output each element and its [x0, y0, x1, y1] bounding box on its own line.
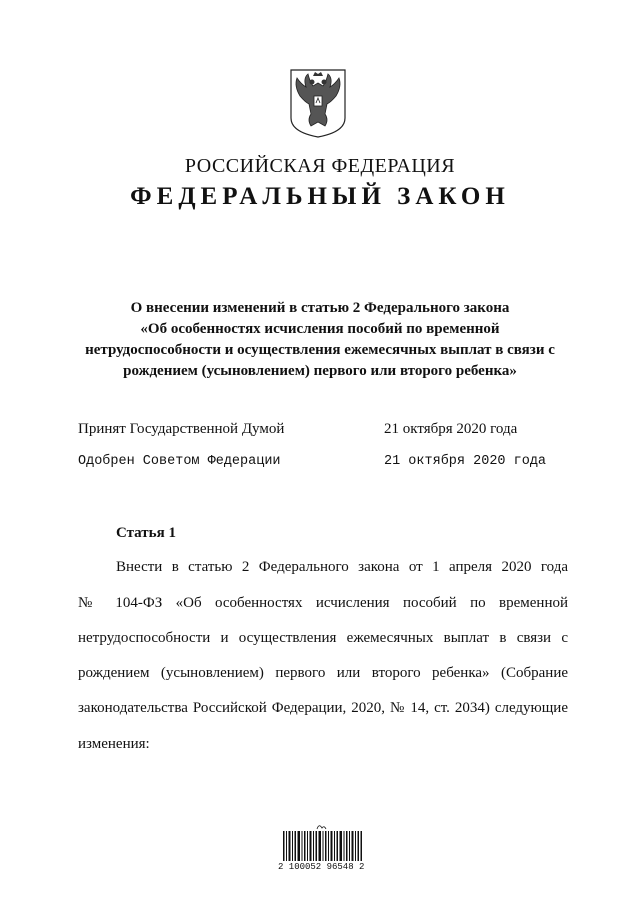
- article-line: Внести в статью 2 Федерального закона от 1 апреля 2020 года: [116, 559, 568, 575]
- law-title-line: рождением (усыновлением) первого или второго ребенка»: [123, 363, 517, 379]
- approval-council-label: Одобрен Советом Федерации: [78, 454, 281, 469]
- law-title-line: О внесении изменений в статью 2 Федерального закона: [130, 300, 510, 316]
- article-heading: Статья 1: [116, 525, 176, 541]
- barcode-number: 2 100052 96548 2: [278, 862, 365, 872]
- russian-coat-of-arms-icon: [285, 68, 351, 138]
- adoption-duma-date: 21 октября 2020 года: [384, 421, 518, 437]
- article-line: законодательства Российской Федерации, 2020, № 14, ст. 2034) следующие: [78, 700, 568, 716]
- law-title: [60, 298, 580, 382]
- country-name: РОССИЙСКАЯ ФЕДЕРАЦИЯ: [184, 155, 456, 177]
- adoption-duma-label: Принят Государственной Думой: [78, 421, 285, 437]
- article-line: № 104-ФЗ «Об особенностях исчисления пособий по временной: [78, 595, 568, 611]
- approval-council-date: 21 октября 2020 года: [384, 454, 547, 469]
- law-title-line: «Об особенностях исчисления пособий по временной: [140, 321, 500, 337]
- document-type: ФЕДЕРАЛЬНЫЙ ЗАКОН: [130, 183, 510, 210]
- article-line: нетрудоспособности и осуществления ежемесячных выплат в связи с: [78, 630, 568, 646]
- article-line: рождением (усыновлением) первого или второго ребенка» (Собрание: [78, 665, 568, 681]
- law-title-line: нетрудоспособности и осуществления ежемесячных выплат в связи с: [85, 342, 555, 358]
- article-line: изменения:: [78, 736, 150, 752]
